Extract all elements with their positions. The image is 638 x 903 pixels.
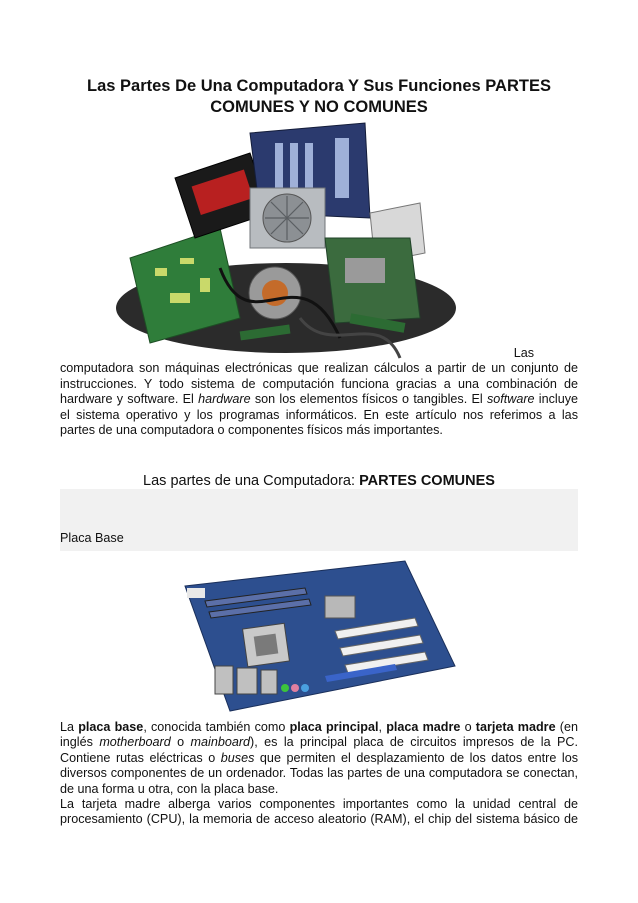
body-line: inglés motherboard o mainboard), es la principal placa de circuitos impresos de la PC. (60, 735, 578, 750)
intro-paragraph (60, 346, 578, 438)
body-line: procesamiento (CPU), la memoria de acceso aleatorio (RAM), el chip del sistema básico de (60, 812, 578, 827)
section-heading: Las partes de una Computadora: PARTES COMUNES (143, 473, 495, 489)
intro-line: partes de una computadora o componentes físicos más importantes. (60, 423, 443, 438)
computer-parts-pile-icon (100, 118, 472, 366)
body-line: Contiene rutas eléctricas o buses que permiten el desplazamiento de los datos entre los (60, 750, 579, 765)
placa-base-paragraph (60, 720, 578, 828)
intro-word-las: Las (513, 346, 534, 360)
placa-base-label: Placa Base (60, 531, 124, 545)
body-line: La tarjeta madre alberga varios componentes importantes como la unidad central de (60, 797, 578, 812)
body-line: de una forma u otra, con la placa base. (60, 781, 279, 796)
page-title: Las Partes De Una Computadora Y Sus Funciones PARTES COMUNES Y NO COMUNES (87, 77, 551, 116)
body-line: La placa base, conocida también como placa principal, placa madre o tarjeta madre (en (60, 720, 578, 734)
body-line: diversos componentes de un ordenador. Todas las partes de una computadora se conectan, (60, 766, 578, 781)
intro-line: el sistema operativo y los programas informáticos. En este artículo nos referimos a las (60, 407, 578, 422)
placa-base-header-bar (60, 489, 578, 551)
intro-line: instrucciones. Y todo sistema de computación funciona gracias a una combinación de (60, 376, 578, 391)
motherboard-icon (175, 556, 458, 716)
intro-line: computadora son máquinas electrónicas que realizan cálculos a partir de un conjunto de (60, 361, 578, 376)
intro-line: hardware y software. El hardware son los elementos físicos o tangibles. El software incluye (60, 392, 578, 407)
